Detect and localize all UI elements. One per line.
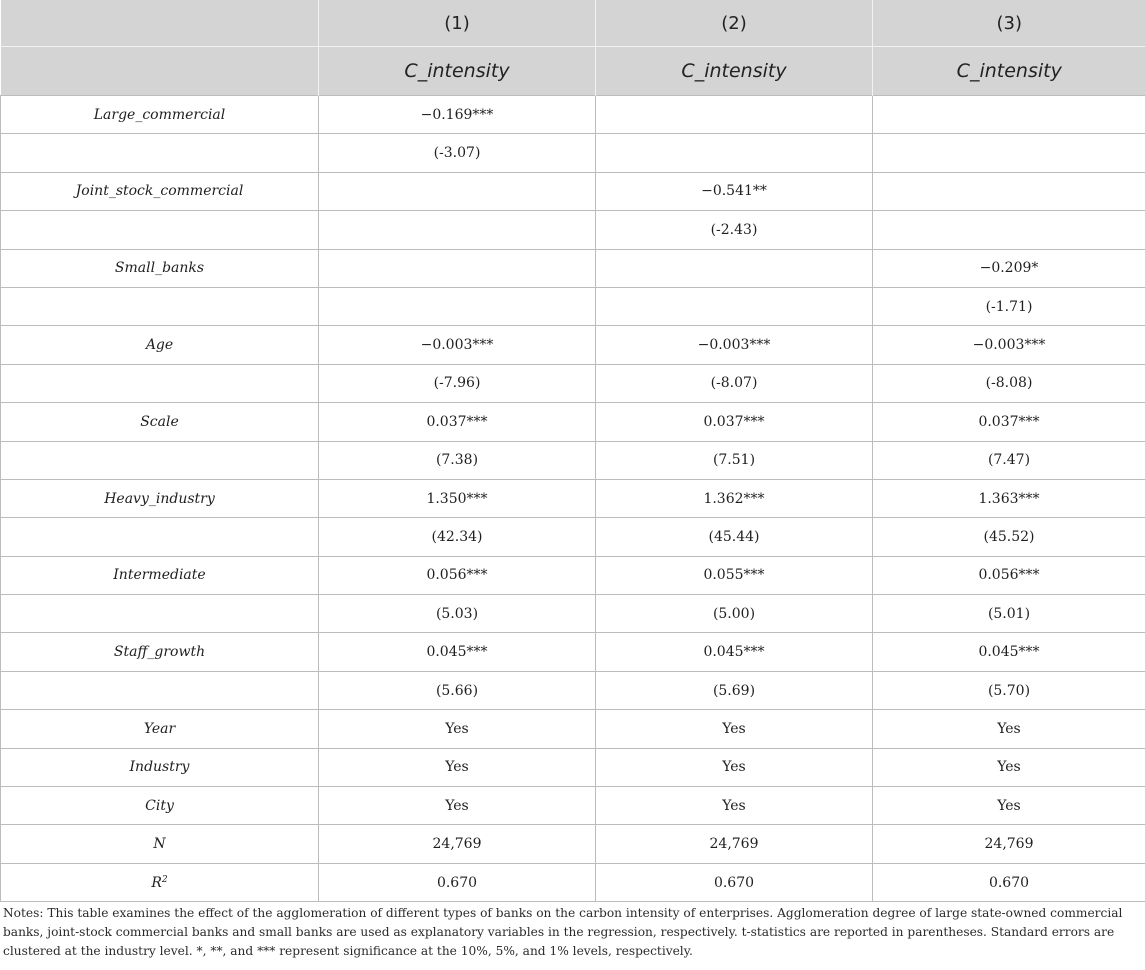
table-cell: 0.670 (873, 863, 1145, 901)
table-cell: (-8.08) (873, 364, 1145, 402)
row-variable-label (1, 134, 319, 172)
table-cell: −0.003*** (319, 326, 596, 364)
table-cell: Yes (596, 748, 873, 786)
variable-name: City (145, 797, 174, 814)
row-variable-label (1, 172, 319, 210)
table-cell: 1.362*** (596, 479, 873, 517)
variable-name: R (151, 874, 162, 891)
dependent-variable-2: C_intensity (596, 47, 873, 96)
row-variable-label (1, 96, 319, 134)
table-row (1, 518, 1145, 556)
table-cell: 0.037*** (873, 403, 1145, 441)
variable-name: Heavy_industry (104, 490, 215, 507)
dependent-variable-3: C_intensity (873, 47, 1145, 96)
row-variable-label (1, 211, 319, 249)
variable-name: Year (143, 720, 176, 737)
column-number-2: (2) (596, 0, 873, 47)
table-cell: (-8.07) (596, 364, 873, 402)
table-cell: 0.670 (319, 863, 596, 901)
table-cell (319, 287, 596, 325)
row-variable-label (1, 287, 319, 325)
table-cell: 1.363*** (873, 479, 1145, 517)
table-cell: 24,769 (319, 825, 596, 863)
row-variable-label (1, 595, 319, 633)
variable-name: Small_banks (114, 260, 205, 277)
table-cell: −0.003*** (873, 326, 1145, 364)
table-row (1, 825, 1145, 863)
table-cell: (5.03) (319, 595, 596, 633)
table-cell: (-2.43) (596, 211, 873, 249)
table-header (1, 0, 1145, 96)
table-cell: (7.38) (319, 441, 596, 479)
table-cell: 0.055*** (596, 556, 873, 594)
table-cell: 0.670 (596, 863, 873, 901)
table-cell: −0.003*** (596, 326, 873, 364)
table-cell: Yes (873, 787, 1145, 825)
row-variable-label (1, 518, 319, 556)
table-cell: (7.47) (873, 441, 1145, 479)
table-cell: 24,769 (596, 825, 873, 863)
table-row (1, 96, 1145, 134)
table-cell: 0.037*** (596, 403, 873, 441)
table-cell: (45.52) (873, 518, 1145, 556)
table-cell: 0.045*** (873, 633, 1145, 671)
table-cell: 1.350*** (319, 479, 596, 517)
header-blank-cell (1, 0, 319, 47)
table-row (1, 671, 1145, 709)
row-variable-label (1, 556, 319, 594)
table-row (1, 863, 1145, 901)
table-cell: (-7.96) (319, 364, 596, 402)
table-cell: (5.01) (873, 595, 1145, 633)
table-cell (319, 211, 596, 249)
header-row-depvars (1, 47, 1145, 96)
variable-name: Staff_growth (113, 644, 206, 661)
table-cell: Yes (596, 787, 873, 825)
table-cell: (5.70) (873, 671, 1145, 709)
variable-name: Age (145, 337, 174, 354)
row-variable-label (1, 364, 319, 402)
row-variable-label (1, 863, 319, 901)
table-cell (596, 134, 873, 172)
table-cell: 0.045*** (596, 633, 873, 671)
table-cell: 0.037*** (319, 403, 596, 441)
table-cell: (7.51) (596, 441, 873, 479)
variable-name: Large_commercial (93, 106, 226, 123)
table-row (1, 326, 1145, 364)
row-variable-label (1, 671, 319, 709)
table-cell: −0.541** (596, 172, 873, 210)
table-cell: −0.209* (873, 249, 1145, 287)
table-cell: Yes (319, 710, 596, 748)
table-cell (873, 211, 1145, 249)
table-cell: (-3.07) (319, 134, 596, 172)
table-cell (319, 172, 596, 210)
table-row (1, 172, 1145, 210)
table-cell: Yes (596, 710, 873, 748)
table-cell: (45.44) (596, 518, 873, 556)
table-cell (319, 249, 596, 287)
row-variable-label (1, 633, 319, 671)
row-variable-label (1, 787, 319, 825)
table-row (1, 633, 1145, 671)
table-row (1, 211, 1145, 249)
row-variable-label (1, 748, 319, 786)
table-cell: Yes (319, 748, 596, 786)
table-cell (873, 134, 1145, 172)
row-variable-label (1, 825, 319, 863)
table-cell: Yes (873, 748, 1145, 786)
table-row (1, 364, 1145, 402)
variable-name: Scale (140, 413, 179, 430)
table-cell: 0.056*** (319, 556, 596, 594)
table-row (1, 287, 1145, 325)
table-row (1, 479, 1145, 517)
row-variable-label (1, 441, 319, 479)
table-body (1, 96, 1145, 902)
table-cell: 24,769 (873, 825, 1145, 863)
variable-superscript: 2 (161, 874, 168, 885)
table-cell: Yes (873, 710, 1145, 748)
table-cell (873, 96, 1145, 134)
row-variable-label (1, 479, 319, 517)
table-row (1, 249, 1145, 287)
table-cell: −0.169*** (319, 96, 596, 134)
header-blank-cell (1, 47, 319, 96)
table-row (1, 556, 1145, 594)
table-row (1, 441, 1145, 479)
row-variable-label (1, 249, 319, 287)
table-row (1, 595, 1145, 633)
column-number-3: (3) (873, 0, 1145, 47)
table-cell (873, 172, 1145, 210)
table-cell (596, 249, 873, 287)
table-cell: (5.00) (596, 595, 873, 633)
table-cell: Yes (319, 787, 596, 825)
header-row-columns (1, 0, 1145, 47)
variable-name: N (153, 836, 166, 853)
dependent-variable-1: C_intensity (319, 47, 596, 96)
table-row (1, 748, 1145, 786)
row-variable-label (1, 403, 319, 441)
table-cell: (5.69) (596, 671, 873, 709)
table-row (1, 787, 1145, 825)
row-variable-label (1, 326, 319, 364)
table-cell: 0.045*** (319, 633, 596, 671)
table-row (1, 134, 1145, 172)
table-cell: (42.34) (319, 518, 596, 556)
table-cell (596, 96, 873, 134)
table-cell: (-1.71) (873, 287, 1145, 325)
table-notes: Notes: This table examines the effect of the agglomeration of different types of banks on the carbon intensity of enterprises. Agglomeration degree of large state-owned commercial banks, joint-stock commercial banks and small banks are used as explanatory variables in the regression, respectively. t-statistics are reported in parentheses. Standard errors are clustered at the industry level. *, **, and *** represent significance at the 10%, 5%, and 1% levels, respectively. (3, 906, 1123, 958)
row-variable-label (1, 710, 319, 748)
variable-name: Joint_stock_commercial (75, 183, 244, 200)
variable-name: Industry (129, 759, 190, 776)
table-cell: (5.66) (319, 671, 596, 709)
table-row (1, 710, 1145, 748)
table-cell: 0.056*** (873, 556, 1145, 594)
table-cell (596, 287, 873, 325)
variable-name: Intermediate (113, 567, 206, 584)
column-number-1: (1) (319, 0, 596, 47)
table-row (1, 403, 1145, 441)
